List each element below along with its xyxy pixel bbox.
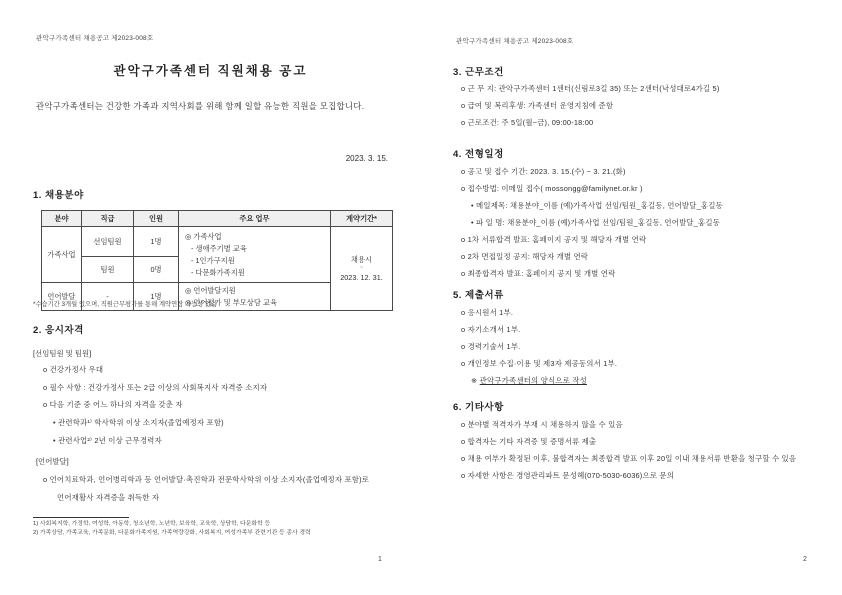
list-item: o 급여 및 복리후생: 가족센터 운영지침에 준함	[461, 101, 614, 110]
term-line: 채용시	[350, 255, 373, 264]
table-footnote: *수습기간 3개월 있으며, 직원근무평가를 통해 계약연장 가능성 있음	[33, 301, 218, 308]
sublist-item: • 파 일 명: 채용분야_이름 (예)가족사업 선임/팀원_홍길동, 언어발달_홍길동	[471, 218, 721, 227]
intro-paragraph: 관악구가족센터는 건강한 가족과 지역사회를 위해 함께 일할 유능한 직원을 모집합니다.	[36, 101, 365, 111]
list-item: o 응시원서 1부.	[461, 308, 514, 317]
col-header-duty: 주요 업무	[179, 211, 331, 227]
duty-line: - 다문화가족지원	[191, 267, 245, 277]
list-item: o 합격자는 기타 자격증 및 증명서류 제출	[461, 437, 597, 446]
page-number-1: 1	[378, 556, 382, 563]
footnote-divider	[33, 517, 129, 518]
note-marker: ※	[471, 376, 480, 385]
list-item: o 분야별 적격자가 부재 시 채용하지 않을 수 있음	[461, 420, 623, 429]
cell-rank-senior: 선임팀원	[82, 227, 134, 257]
term-tilde: ~	[360, 265, 363, 271]
section-5-heading: 5. 제출서류	[453, 290, 504, 301]
note-text: 관악구가족센터의 양식으로 작성	[479, 376, 587, 385]
sublist-item: • 메일제목: 채용분야_이름 (예)가족사업 선임/팀원_홍길동, 언어발달_홍길동	[471, 201, 723, 210]
list-item: o 근로조건: 주 5일(월~금), 09:00-18:00	[461, 118, 594, 127]
page-title: 관악구가족센터 직원채용 공고	[113, 64, 308, 78]
document-reference: 관악구가족센터 채용공고 제2023-008호	[36, 35, 154, 42]
list-item: o 다음 기준 중 어느 하나의 자격을 갖춘 자	[43, 400, 183, 409]
list-item: o 최종합격자 발표: 홈페이지 공지 및 개별 연락	[461, 269, 616, 278]
schedule-list-bottom	[461, 231, 646, 282]
recruitment-table	[41, 210, 393, 311]
documents-list	[461, 304, 617, 372]
work-conditions-list	[461, 80, 720, 131]
cell-duty-family	[179, 227, 331, 283]
cell-count-member: 0명	[134, 257, 179, 283]
cell-count-language: 1명	[134, 283, 179, 311]
list-item: o 공고 및 접수 기간: 2023. 3. 15.(수) ~ 3. 21.(화)	[461, 167, 626, 176]
cell-field-family: 가족사업	[42, 227, 82, 283]
footnote-block	[33, 520, 311, 538]
cell-rank-member: 팀원	[82, 257, 134, 283]
duty-line: - 1인가구지원	[191, 255, 235, 265]
cell-field-language: 언어발달	[42, 283, 82, 311]
footnote-1: 1) 사회복지학, 가정학, 여성학, 아동학, 청소년학, 노년학, 보육학, 교육학, 상담학, 다문화학 등	[33, 521, 271, 527]
col-header-field: 분야	[42, 211, 82, 227]
list-item: o 근 무 지: 관악구가족센터 1센터(신림로3길 35) 또는 2센터(낙성대로4가길 5)	[461, 84, 720, 93]
list-item: o 2차 면접일정 공지: 해당자 개별 연락	[461, 252, 589, 261]
list-item: o 자기소개서 1부.	[461, 325, 521, 334]
list-item: o 1차 서류합격 발표: 홈페이지 공지 및 해당자 개별 연락	[461, 235, 647, 244]
list-item: o 개인정보 수집·이용 및 제3자 제공동의서 1부.	[461, 359, 618, 368]
qualification-sublist-team	[53, 414, 224, 450]
qualification-list-language	[43, 471, 369, 506]
duty-line: ◎ 언어발달지원	[185, 285, 236, 295]
section-3-heading: 3. 근무조건	[453, 67, 504, 78]
duty-line: ◎ 가족사업	[185, 231, 222, 241]
list-item: o 경력기술서 1부.	[461, 342, 521, 351]
duty-line: - 생애주기별 교육	[191, 243, 247, 253]
sublist-item: • 관련학과¹⁾ 학사학위 이상 소지자(졸업예정자 포함)	[53, 418, 224, 427]
duty-line: ◎ 언어평가 및 부모상담 교육	[185, 297, 278, 307]
group-label-language: [언어발달]	[36, 457, 69, 466]
section-1-heading: 1. 채용분야	[33, 190, 84, 201]
table-row	[42, 227, 393, 257]
page-number-2: 2	[803, 556, 807, 563]
list-item: o 접수방법: 이메일 접수( mossongg@familynet.or.kr )	[461, 184, 643, 193]
cell-rank-language: -	[82, 283, 134, 311]
schedule-sublist	[471, 197, 723, 231]
document-reference: 관악구가족센터 채용공고 제2023-008호	[456, 38, 574, 45]
list-item: o 건강가정사 우대	[43, 365, 104, 374]
schedule-list-top	[461, 163, 643, 197]
section-4-heading: 4. 전형일정	[453, 149, 504, 160]
footnote-2: 2) 가족상담, 가족교육, 가족문화, 다문화가족지원, 가족역량강화, 사회복지, 여성가족부 관련기관 등 종사 경력	[33, 529, 311, 536]
list-item-continuation: 언어재활사 자격증을 취득한 자	[57, 492, 160, 502]
qualification-list-team	[43, 361, 267, 414]
list-item: o 자세한 사항은 경영관리파트 문성혜(070-5030-6036)으로 문의	[461, 471, 675, 480]
table-header-row	[42, 211, 393, 227]
cell-count-senior: 1명	[134, 227, 179, 257]
sublist-item: • 관련사업²⁾ 2년 이상 근무경력자	[53, 436, 162, 445]
section-2-heading: 2. 응시자격	[33, 325, 84, 336]
misc-list	[461, 416, 796, 484]
list-item: o 채용 여부가 확정된 이후, 불합격자는 최종합격 발표 이후 20일 이내 채용서류 반환을 청구할 수 있음	[461, 454, 797, 463]
term-line: 2023. 12. 31.	[340, 273, 383, 282]
cell-contract-term	[331, 227, 393, 311]
section-6-heading: 6. 기타사항	[453, 402, 504, 413]
group-label-team: [선임팀원 및 팀원]	[33, 349, 92, 358]
page-2	[421, 0, 842, 595]
col-header-count: 인원	[134, 211, 179, 227]
col-header-rank: 직급	[82, 211, 134, 227]
col-header-term: 계약기간*	[331, 211, 393, 227]
list-item: o 언어치료학과, 언어병리학과 등 언어발달·촉진학과 전문학사학위 이상 소지자(졸업예정자 포함)로	[43, 475, 370, 484]
list-item: o 필수 사항 : 건강가정사 또는 2급 이상의 사회복지사 자격증 소지자	[43, 382, 268, 392]
documents-note	[471, 372, 587, 389]
announcement-date: 2023. 3. 15.	[345, 154, 388, 163]
